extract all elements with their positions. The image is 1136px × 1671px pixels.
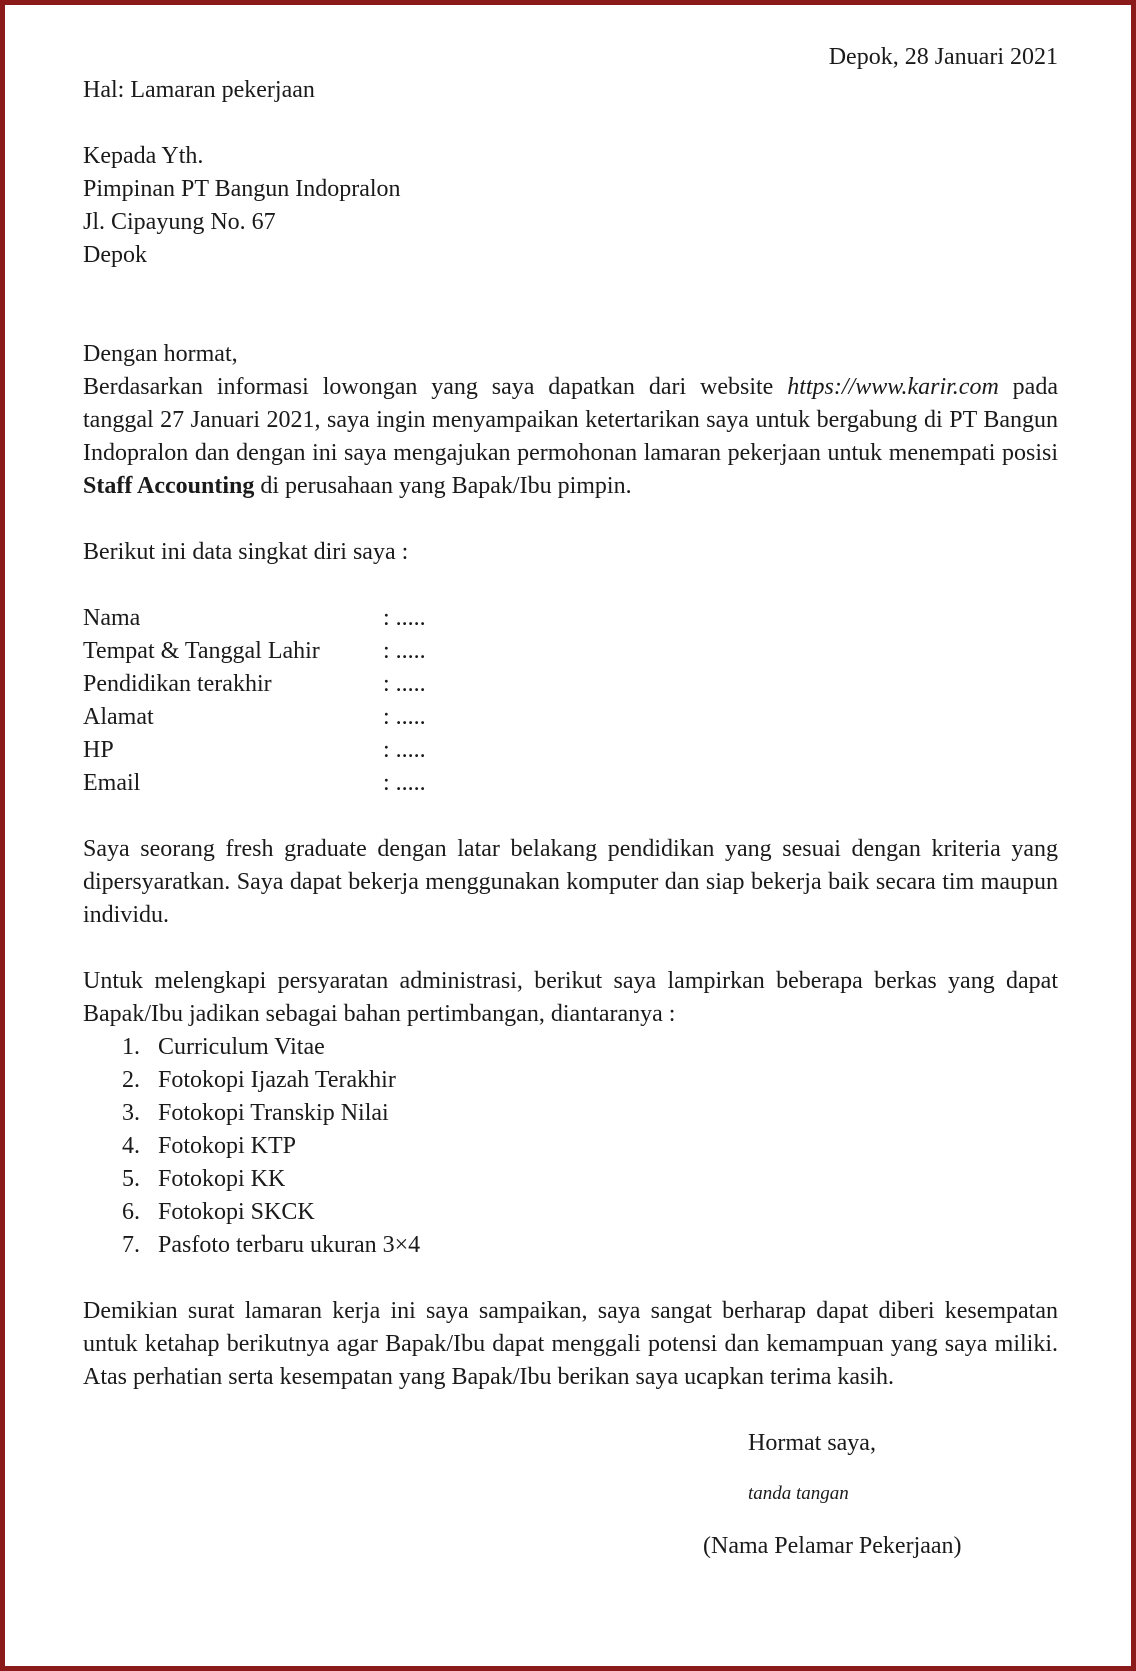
intro-text: di perusahaan yang Bapak/Ibu pimpin. [254,473,632,499]
attachment-number: 3. [122,1100,140,1126]
personal-data-table [83,602,1058,800]
salutation: Dengan hormat, [83,341,238,367]
attachment-number: 2. [122,1067,140,1093]
recipient-block [83,140,1058,272]
data-label: Alamat [83,704,154,730]
attachment-text: Fotokopi SKCK [158,1199,315,1225]
intro-text: pada tanggal 27 Januari 2021, saya ingin menyampaikan ketertarikan saya untuk bergabung di PT Bangun Indopralon dan dengan ini saya mengajukan permohonan lamaran pekerjaan untuk menempati posisi [83,374,1058,466]
data-value: : ..... [383,605,426,631]
attachment-number: 4. [122,1133,140,1159]
data-value: : ..... [383,704,426,730]
recipient-line: Kepada Yth. [83,143,204,169]
data-value: : ..... [383,737,426,763]
attachment-text: Pasfoto terbaru ukuran 3×4 [158,1232,421,1258]
letter-subject: Hal: Lamaran pekerjaan [83,77,315,103]
attachment-number: 5. [122,1166,140,1192]
data-label: HP [83,737,114,763]
personal-data-row [83,701,1058,734]
attachment-item [83,1031,1058,1064]
letter-content [83,41,1058,1563]
recipient-line: Depok [83,242,147,268]
attachment-text: Fotokopi KK [158,1166,286,1192]
letter-date: Depok, 28 Januari 2021 [828,44,1058,70]
personal-data-row [83,767,1058,800]
position-title: Staff Accounting [83,473,255,499]
applicant-name: (Nama Pelamar Pekerjaan) [703,1533,962,1559]
attachment-item [83,1163,1058,1196]
attachment-text: Fotokopi KTP [158,1133,297,1159]
attachment-item [83,1229,1058,1262]
data-intro: Berikut ini data singkat diri saya : [83,539,409,565]
data-value: : ..... [383,638,426,664]
personal-data-row [83,635,1058,668]
attachments-list [83,1031,1058,1262]
attachment-text: Fotokopi Ijazah Terakhir [158,1067,396,1093]
website-link-text: https://www.karir.com [787,374,999,400]
recipient-line: Pimpinan PT Bangun Indopralon [83,176,401,202]
signature-placeholder: tanda tangan [748,1483,849,1504]
personal-data-row [83,602,1058,635]
intro-paragraph [83,371,1058,503]
data-label: Tempat & Tanggal Lahir [83,638,320,664]
attachment-number: 6. [122,1199,140,1225]
attachments-intro: Untuk melengkapi persyaratan administrasi, berikut saya lampirkan beberapa berkas yang dapat Bapak/Ibu jadikan sebagai bahan pertimbangan, diantaranya : [83,968,1058,1027]
personal-data-row [83,734,1058,767]
attachment-item [83,1064,1058,1097]
recipient-line: Jl. Cipayung No. 67 [83,209,276,235]
attachment-number: 7. [122,1232,140,1258]
data-label: Pendidikan terakhir [83,671,272,697]
attachment-text: Fotokopi Transkip Nilai [158,1100,389,1126]
attachment-item [83,1196,1058,1229]
attachment-item [83,1130,1058,1163]
intro-text: Berdasarkan informasi lowongan yang saya dapatkan dari website [83,374,788,400]
data-value: : ..... [383,671,426,697]
closing-greeting: Hormat saya, [748,1430,876,1456]
qualification-paragraph: Saya seorang fresh graduate dengan latar belakang pendidikan yang sesuai dengan kriteria yang dipersyaratkan. Saya dapat bekerja menggunakan komputer dan siap bekerja baik secara tim maupun individu. [83,836,1058,928]
attachment-number: 1. [122,1034,140,1060]
data-label: Nama [83,605,141,631]
attachment-text: Curriculum Vitae [158,1034,325,1060]
attachment-item [83,1097,1058,1130]
personal-data-row [83,668,1058,701]
closing-paragraph: Demikian surat lamaran kerja ini saya sampaikan, saya sangat berharap dapat diberi kesempatan untuk ketahap berikutnya agar Bapak/Ibu dapat menggali potensi dan kemampuan yang saya miliki. Atas perhatian serta kesempatan yang Bapak/Ibu berikan saya ucapkan terima kasih. [83,1298,1058,1390]
data-value: : ..... [383,770,426,796]
data-label: Email [83,770,141,796]
